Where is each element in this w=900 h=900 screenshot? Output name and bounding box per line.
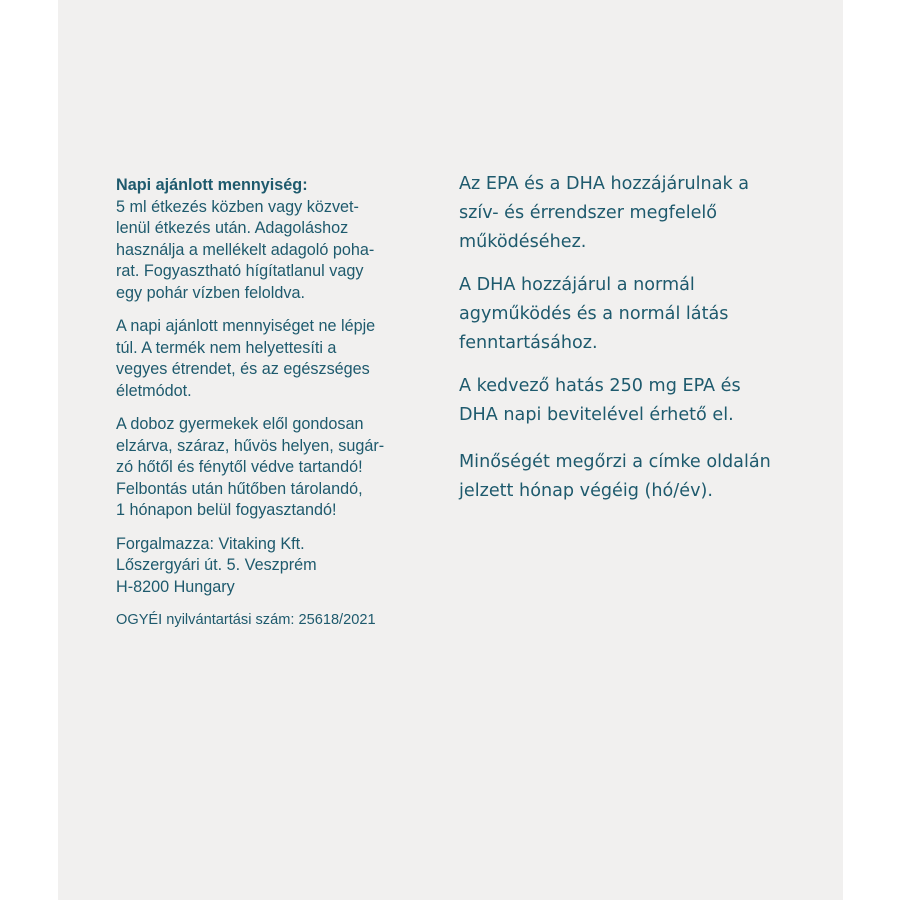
dosage-line: használja a mellékelt adagoló poha- bbox=[116, 240, 375, 259]
best-before-section bbox=[459, 448, 819, 506]
best-before-line: Minőségét megőrzi a címke oldalán bbox=[459, 452, 771, 472]
storage-line: A doboz gyermekek elől gondosan bbox=[116, 415, 364, 433]
dosage-line: lenül étkezés után. Adagoláshoz bbox=[116, 219, 349, 237]
distributor-line: Forgalmazza: Vitaking Kft. bbox=[116, 534, 305, 553]
claim-heart-section bbox=[459, 170, 819, 257]
claim-line: működéséhez. bbox=[459, 232, 587, 252]
distributor-line: H-8200 Hungary bbox=[116, 577, 235, 596]
registration-number: OGYÉI nyilvántartási szám: 25618/2021 bbox=[116, 612, 376, 628]
dosage-line: rat. Fogyasztható hígítatlanul vagy bbox=[116, 262, 364, 280]
claim-line: A DHA hozzájárul a normál bbox=[459, 275, 695, 295]
warning-line: A napi ajánlott mennyiséget ne lépje bbox=[116, 317, 376, 335]
dosage-line: 5 ml étkezés közben vagy közvet- bbox=[116, 197, 359, 216]
distributor-section bbox=[116, 534, 436, 599]
claim-line: fenntartásához. bbox=[459, 333, 598, 353]
dosage-section bbox=[116, 175, 436, 304]
claim-brain-section bbox=[459, 271, 819, 358]
registration-section bbox=[116, 610, 436, 632]
claim-line: DHA napi bevitelével érhető el. bbox=[459, 405, 734, 425]
dosage-line: egy pohár vízben feloldva. bbox=[116, 283, 305, 302]
storage-line: elzárva, száraz, hűvös helyen, sugár- bbox=[116, 436, 385, 455]
storage-line: Felbontás után hűtőben tárolandó, bbox=[116, 479, 363, 498]
right-column bbox=[459, 170, 819, 506]
claim-line: szív- és érrendszer megfelelő bbox=[459, 203, 718, 223]
claim-intake-section bbox=[459, 372, 819, 430]
warning-line: vegyes étrendet, és az egészséges bbox=[116, 360, 370, 378]
best-before-line: jelzett hónap végéig (hó/év). bbox=[459, 481, 713, 501]
left-column bbox=[116, 175, 436, 632]
storage-section bbox=[116, 414, 436, 522]
warning-line: túl. A termék nem helyettesíti a bbox=[116, 338, 337, 357]
warning-section bbox=[116, 316, 436, 402]
claim-line: A kedvező hatás 250 mg EPA és bbox=[459, 376, 741, 396]
claim-line: Az EPA és a DHA hozzájárulnak a bbox=[459, 174, 750, 194]
storage-line: zó hőtől és fénytől védve tartandó! bbox=[116, 458, 363, 476]
dosage-heading: Napi ajánlott mennyiség: bbox=[116, 176, 308, 194]
warning-line: életmódot. bbox=[116, 381, 192, 400]
claim-line: agyműködés és a normál látás bbox=[459, 304, 729, 324]
storage-line: 1 hónapon belül fogyasztandó! bbox=[116, 501, 337, 519]
distributor-line: Lőszergyári út. 5. Veszprém bbox=[116, 556, 317, 574]
